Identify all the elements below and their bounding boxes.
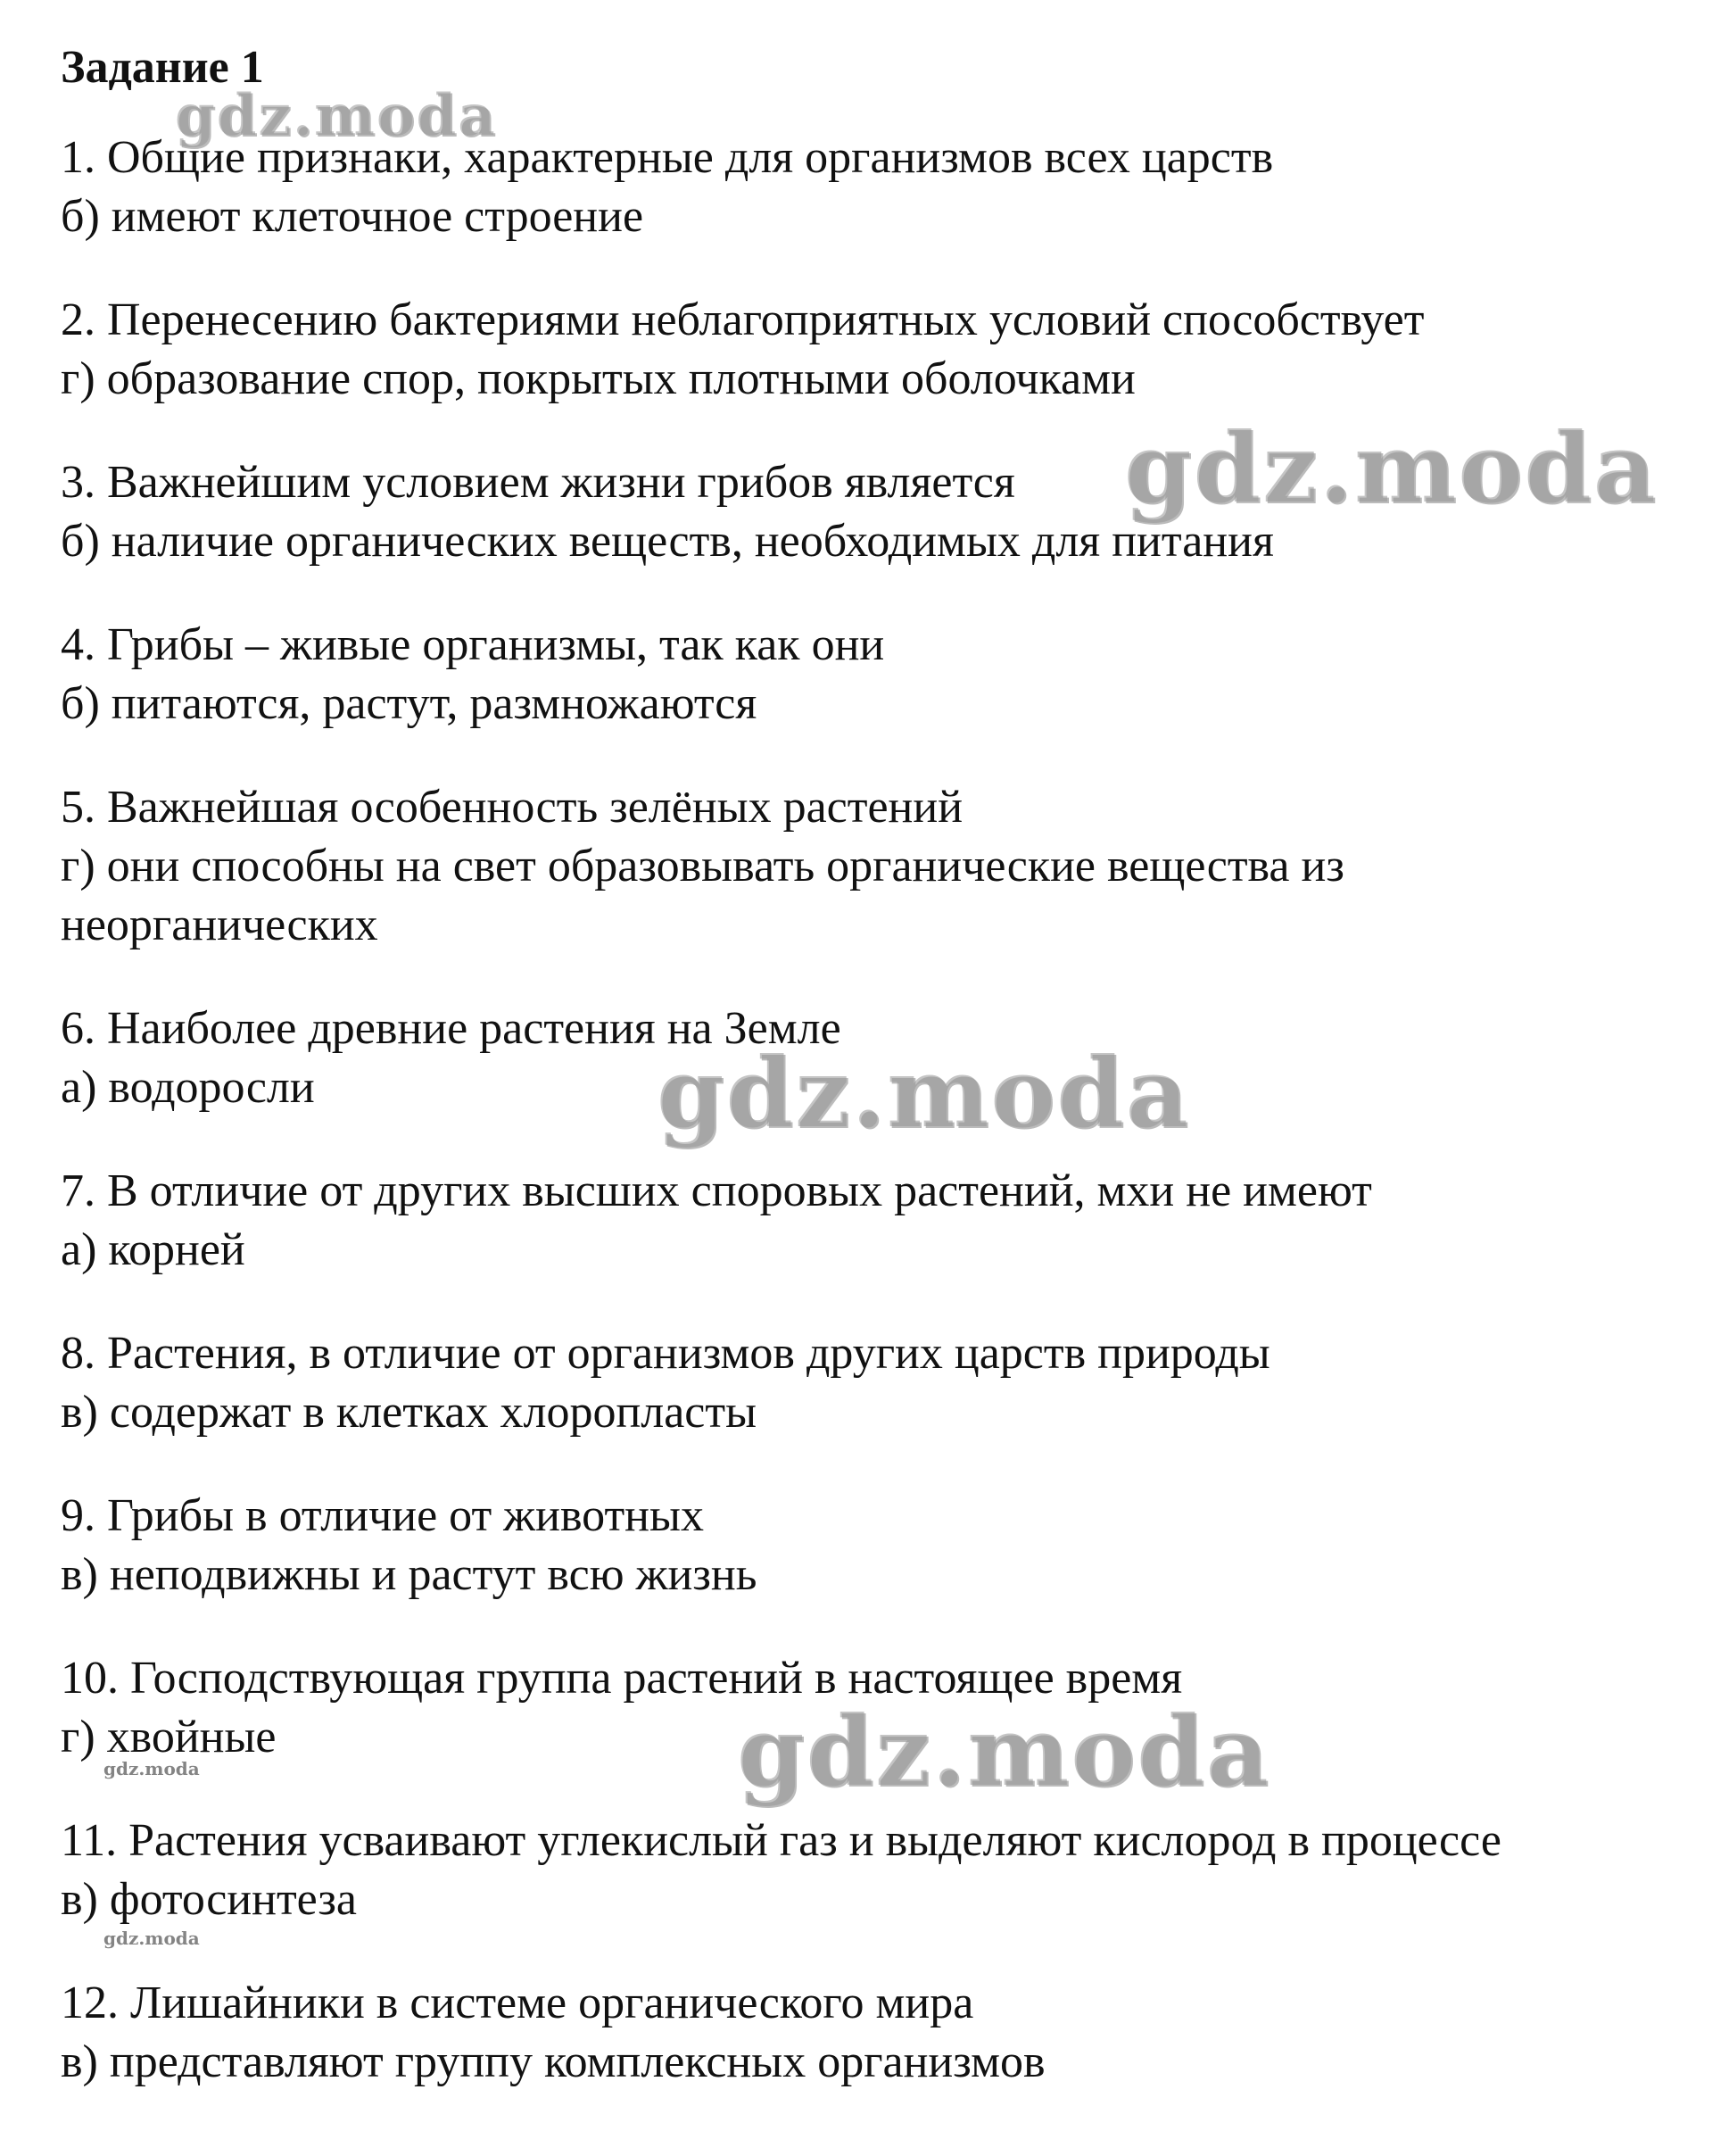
answer-text: в) фотосинтеза: [61, 1874, 358, 1925]
answer-text: б) наличие органических веществ, необходимых для питания: [61, 516, 1274, 567]
answer-text: б) питаются, растут, размножаются: [61, 678, 757, 729]
watermark: gdz.moda: [175, 82, 497, 149]
question-text: 5. Важнейшая особенность зелёных растений: [61, 782, 964, 833]
question-text: 1. Общие признаки, характерные для организмов всех царств: [61, 132, 1274, 183]
question-text: 6. Наиболее древние растения на Земле: [61, 1003, 841, 1054]
question-text: 3. Важнейшим условием жизни грибов является: [61, 457, 1015, 508]
question-block-10: [61, 1649, 1684, 1767]
question-block-12: [61, 1974, 1684, 2092]
watermark: gdz.moda: [1124, 412, 1658, 525]
answer-text: а) водоросли: [61, 1062, 315, 1113]
watermark-small: gdz.moda: [103, 1928, 200, 1949]
answer-text: в) содержат в клетках хлоропласты: [61, 1387, 757, 1438]
answer-text: г) они способны на свет образовывать органические вещества из неорганических: [61, 841, 1344, 950]
question-block-5: [61, 778, 1684, 955]
question-block-2: [61, 291, 1684, 409]
question-block-11: [61, 1812, 1684, 1929]
question-block-9: [61, 1487, 1684, 1605]
question-block-6: [61, 999, 1684, 1117]
question-text: 8. Растения, в отличие от организмов других царств природы: [61, 1328, 1270, 1379]
question-text: 11. Растения усваивают углекислый газ и выделяют кислород в процессе: [61, 1815, 1501, 1866]
question-text: 4. Грибы – живые организмы, так как они: [61, 619, 885, 670]
question-block-3: [61, 453, 1684, 571]
question-text: 12. Лишайники в системе органического мира: [61, 1978, 974, 2028]
document-page: [61, 36, 1684, 2136]
watermark: gdz.moda: [657, 1037, 1190, 1149]
task-title: Задание 1: [61, 42, 264, 93]
answer-text: г) образование спор, покрытых плотными оболочками: [61, 353, 1136, 404]
answer-text: в) представляют группу комплексных организмов: [61, 2036, 1046, 2087]
question-block-7: [61, 1162, 1684, 1280]
answer-text: б) имеют клеточное строение: [61, 191, 644, 242]
question-text: 2. Перенесению бактериями неблагоприятных условий способствует: [61, 294, 1425, 345]
question-text: 9. Грибы в отличие от животных: [61, 1490, 704, 1541]
question-block-1: [61, 129, 1684, 246]
answer-text: в) неподвижны и растут всю жизнь: [61, 1549, 757, 1600]
watermark: gdz.moda: [737, 1696, 1270, 1808]
question-text: 7. В отличие от других высших споровых растений, мхи не имеют: [61, 1165, 1372, 1216]
question-block-8: [61, 1324, 1684, 1442]
answer-text: г) хвойные: [61, 1712, 277, 1762]
answer-text: а) корней: [61, 1224, 245, 1275]
question-text: 10. Господствующая группа растений в настоящее время: [61, 1653, 1183, 1704]
question-block-4: [61, 616, 1684, 734]
watermark-small: gdz.moda: [103, 1758, 200, 1779]
